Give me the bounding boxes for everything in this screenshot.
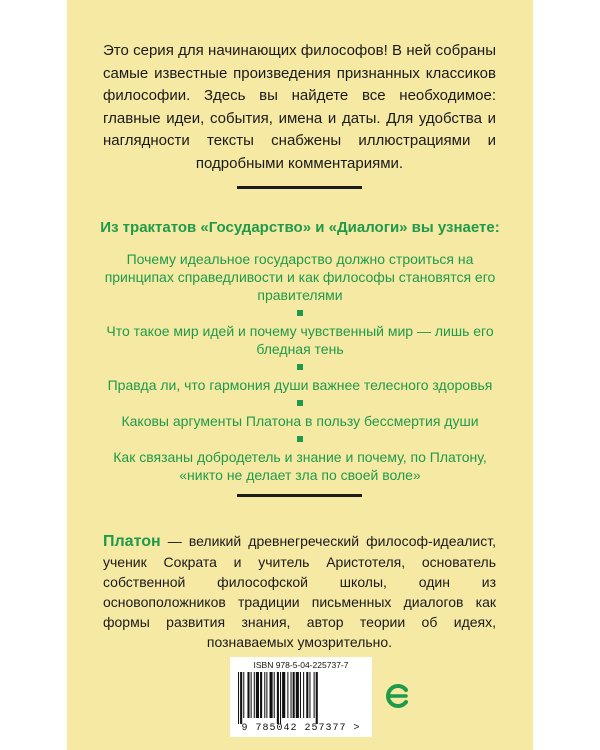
barcode-panel [230,657,372,737]
barcode-stripe [291,672,292,718]
list-heading: Из трактатов «Государство» и «Диалоги» вы узнаете: [100,219,500,236]
series-intro-text: Это серия для начинающих философов! В ней собраны самые известные произведения признанных классиков философии. Здесь вы найдете все необходимое: главные идеи, события, имена и даты. Для удобства и наглядности тексты снабжены иллюстрациями и подробными комментариями. [103,42,496,172]
topic-item: Почему идеальное государство должно строиться на принципах справедливости и как философы становятся его правителями [104,251,496,303]
author-name: Платон [103,533,161,550]
barcode-stripe [254,672,255,718]
barcode-stripe [251,672,252,718]
topic-item: Что такое мир идей и почему чувственный мир — лишь его бледная тень [106,323,494,357]
barcode-stripe [314,672,315,718]
barcode-digits: 9 785042 257377 > [241,723,361,734]
topic-item: Как связаны добродетель и знание и почему, по Платону, «никто не делает зла по своей воле» [113,449,487,483]
barcode-stripe [256,672,259,718]
barcode-stripe [266,672,267,718]
topic-item: Правда ли, что гармония души важнее телесного здоровья [107,377,493,393]
barcode-stripe [300,672,301,718]
barcode-stripe [303,672,304,718]
barcode-stripe [306,672,308,718]
divider-bottom [237,494,362,497]
barcode-stripe [240,672,242,724]
barcode-stripe [280,672,281,724]
barcode-bars [238,672,368,724]
barcode-stripe [293,672,295,718]
barcode-stripe [296,672,299,718]
bullet-square-icon [297,436,303,442]
bullet-square-icon [297,364,303,370]
barcode-stripe [277,672,279,724]
author-description: — великий древнегреческий философ-идеалист, ученик Сократа и учитель Аристотеля, основатель собственной философской школы, один из основоположников традиции письменных диалогов как формы развития знания, автор теории об идеях, познаваемых умозрительно. [103,533,496,650]
barcode-stripe [287,672,288,718]
topic-item: Каковы аргументы Платона в пользу бессмертия души [121,413,479,429]
barcode-stripe [260,672,262,718]
divider-top [237,186,362,189]
bullet-square-icon [297,400,303,406]
barcode-stripe [309,672,310,718]
barcode-stripe [316,672,318,724]
barcode-stripe [243,672,244,718]
topic-list [95,250,505,484]
barcode-stripe [264,672,265,718]
isbn-label: ISBN 978-5-04-225737-7 [253,660,349,670]
barcode-stripe [274,672,275,718]
barcode-stripe [247,672,249,718]
author-bio [103,531,496,652]
bullet-square-icon [297,310,303,316]
barcode-stripe [238,672,239,724]
barcode-stripe [270,672,273,718]
barcode-stripe [282,672,285,718]
publisher-logo-icon [384,682,412,710]
